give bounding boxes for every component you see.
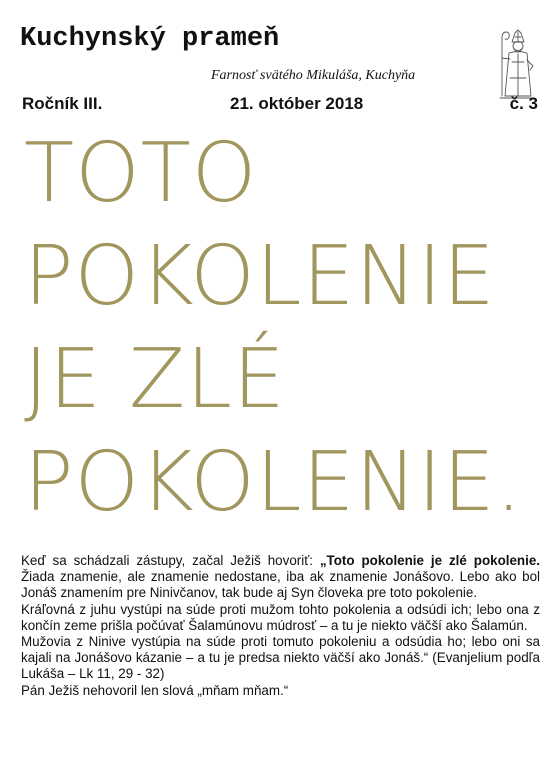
parish-name: Farnosť svätého Mikuláša, Kuchyňa xyxy=(211,68,416,83)
headline-line-1: TOTO xyxy=(24,126,258,221)
gospel-text xyxy=(21,553,540,699)
gospel-paragraph-4: Pán Ježiš nehovoril len slová „mňam mňam.“ xyxy=(21,682,289,698)
main-headline xyxy=(24,122,544,534)
gospel-paragraph-1: Keď sa schádzali zástupy, začal Ježiš hovoriť: „Toto pokolenie je zlé pokolenie. Žiada znamenie, ale znamenie nedostane, iba ak znamenie Jonášovo. Lebo ako bol Jonáš znamením pre Ninivčanov, tak bude aj Syn človeka pre toto pokolenie. xyxy=(21,553,540,601)
gospel-paragraph-3: Mužovia z Ninive vystúpia na súde proti tomuto pokoleniu a odsúdia ho; lebo oni sa kajali na Jonášovo kázanie – a tu je predsa niekto väčší ako Jonáš.“ (Evanjelium podľa Lukáša – Lk 11, 29 - 32) xyxy=(21,634,540,682)
issue-date: 21. október 2018 xyxy=(230,94,364,113)
newsletter-title: Kuchynský prameň xyxy=(20,24,280,54)
gospel-quote-bold: „Toto pokolenie je zlé pokolenie. xyxy=(319,553,540,568)
issue-number: č. 3 xyxy=(509,94,538,113)
st-nicholas-illustration-icon xyxy=(494,28,540,100)
headline-line-3: JE ZLÉ xyxy=(24,332,286,427)
issue-info-row xyxy=(22,94,538,116)
volume-label: Ročník III. xyxy=(22,94,103,113)
headline-line-4: POKOLENIE. xyxy=(24,435,523,530)
headline-line-2: POKOLENIE xyxy=(24,229,496,324)
gospel-paragraph-2: Kráľovná z juhu vystúpi na súde proti mužom tohto pokolenia a odsúdi ich; lebo ona z končín zeme prišla počúvať Šalamúnovu múdrosť – a tu je niekto väčší ako Šalamún. xyxy=(21,601,540,633)
